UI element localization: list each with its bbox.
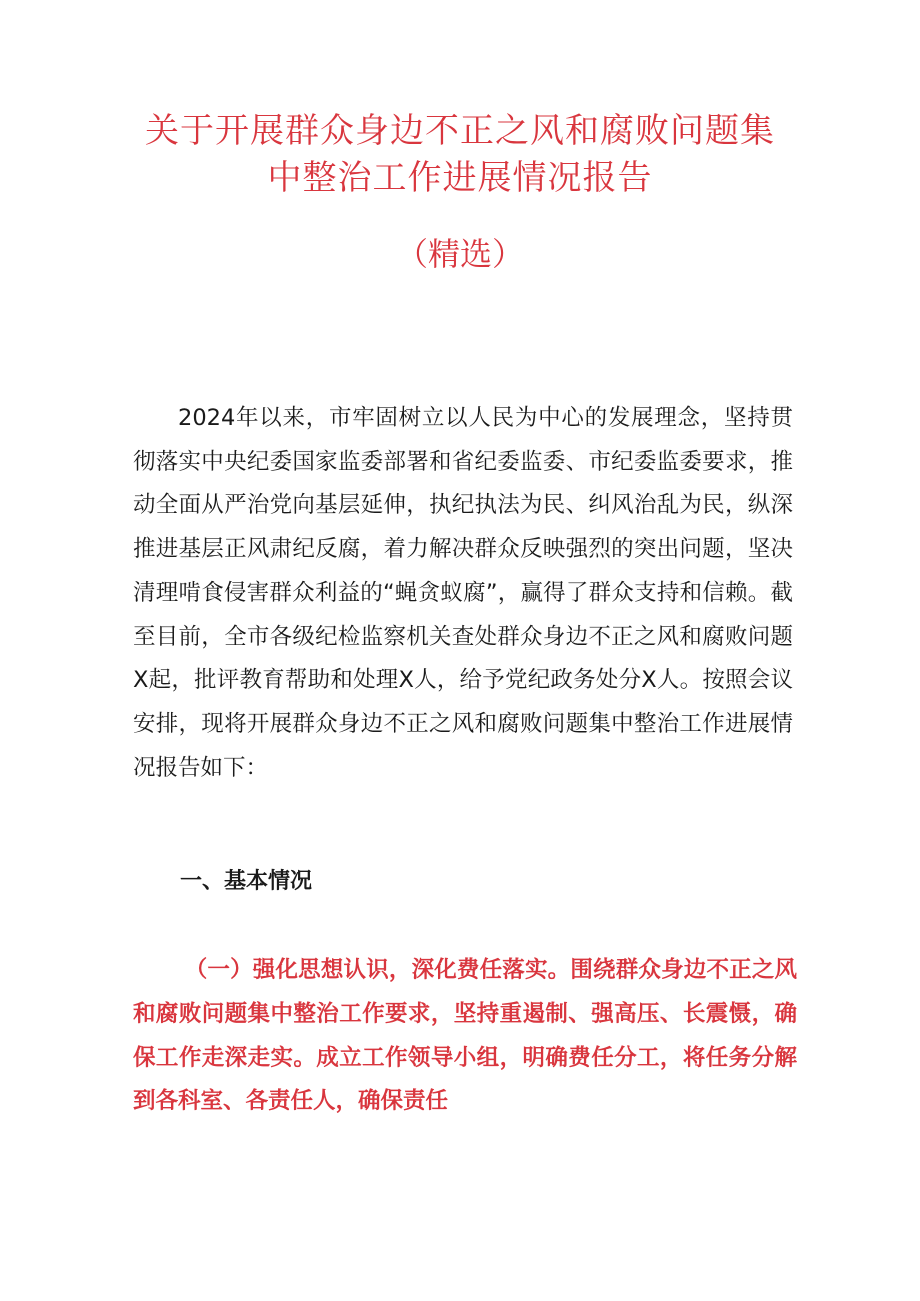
- subtitle: （精选）: [395, 235, 524, 273]
- intro-paragraph: 2024年以来，市牢固树立以人民为中心的发展理念，坚持贯彻落实中央纪委国家监委部署和省纪委监委、市纪委监委要求，推动全面从严治党向基层延伸，执纪执法为民、纠风治乱为民，纵深推进基层正风肃纪反腐，着力解决群众反映强烈的突出问题，坚决清理啃食侵害群众利益的“蝇贪蚁腐”，赢得了群众支持和信赖。截至目前，全市各级纪检监察机关查处群众身边不正之风和腐败问题X起，批评教育帮助和处理X人，给予党纪政务处分X人。按照会议安排，现将开展群众身边不正之风和腐败问题集中整治工作进展情况报告如下：: [133, 405, 793, 781]
- section-paragraph: （一）强化思想认识，深化费任落实。围绕群众身边不正之风和腐败问题集中整治工作要求，坚持重遏制、强高压、长震慑，确保工作走深走实。成立工作领导小组，明确费任分工，将任务分解到各科室、各责任人，确保责任: [133, 957, 797, 1115]
- section-heading: 一、基本情况: [180, 869, 313, 894]
- title-line-2: 中整治工作进展情况报告: [267, 158, 653, 198]
- title-line-1: 关于开展群众身边不正之风和腐败问题集: [145, 111, 775, 151]
